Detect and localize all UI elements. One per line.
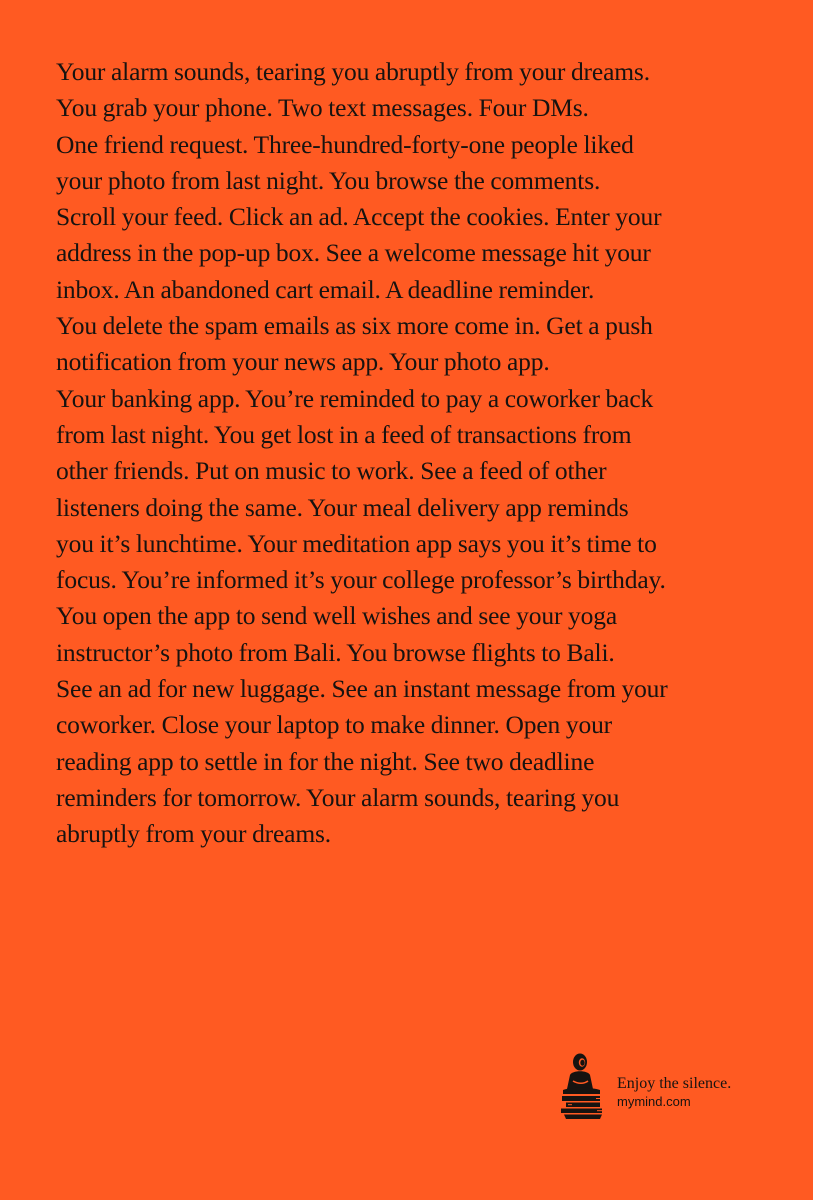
- body-line: You grab your phone. Two text messages. Four DMs.: [56, 93, 589, 123]
- footer: [558, 1053, 778, 1123]
- body-line: Your alarm sounds, tearing you abruptly from your dreams.: [56, 57, 650, 86]
- body-line: reminders for tomorrow. Your alarm sounds, tearing you: [56, 782, 620, 812]
- body-line: focus. You’re informed it’s your college professor’s birthday.: [56, 565, 666, 595]
- body-copy: [56, 54, 776, 853]
- body-line: you it’s lunchtime. Your meditation app says you it’s time to: [56, 528, 657, 558]
- body-line: Your banking app. You’re reminded to pay a coworker back: [56, 383, 654, 413]
- body-line: your photo from last night. You browse the comments.: [56, 165, 601, 195]
- body-line: instructor’s photo from Bali. You browse flights to Bali.: [56, 637, 615, 667]
- website-link[interactable]: mymind.com: [617, 1094, 691, 1109]
- body-line: other friends. Put on music to work. See a feed of other: [56, 456, 607, 486]
- body-line: abruptly from your dreams.: [56, 819, 332, 849]
- body-line: notification from your news app. Your photo app.: [56, 347, 550, 377]
- body-line: You delete the spam emails as six more come in. Get a push: [56, 311, 653, 341]
- body-line: See an ad for new luggage. See an instant message from your: [56, 674, 668, 704]
- body-line: address in the pop-up box. See a welcome message hit your: [56, 238, 651, 268]
- body-line: listeners doing the same. Your meal delivery app reminds: [56, 492, 629, 522]
- body-line: from last night. You get lost in a feed of transactions from: [56, 419, 632, 449]
- body-line: inbox. An abandoned cart email. A deadline reminder.: [56, 274, 595, 304]
- body-line: One friend request. Three-hundred-forty-one people liked: [56, 129, 634, 159]
- body-line: Scroll your feed. Click an ad. Accept the cookies. Enter your: [56, 202, 662, 232]
- tagline: Enjoy the silence.: [617, 1075, 732, 1092]
- body-line: You open the app to send well wishes and see your yoga: [56, 601, 618, 631]
- body-line: coworker. Close your laptop to make dinner. Open your: [56, 710, 613, 740]
- meditating-figure-on-books-icon: [558, 1053, 606, 1119]
- body-line: reading app to settle in for the night. See two deadline: [56, 746, 595, 776]
